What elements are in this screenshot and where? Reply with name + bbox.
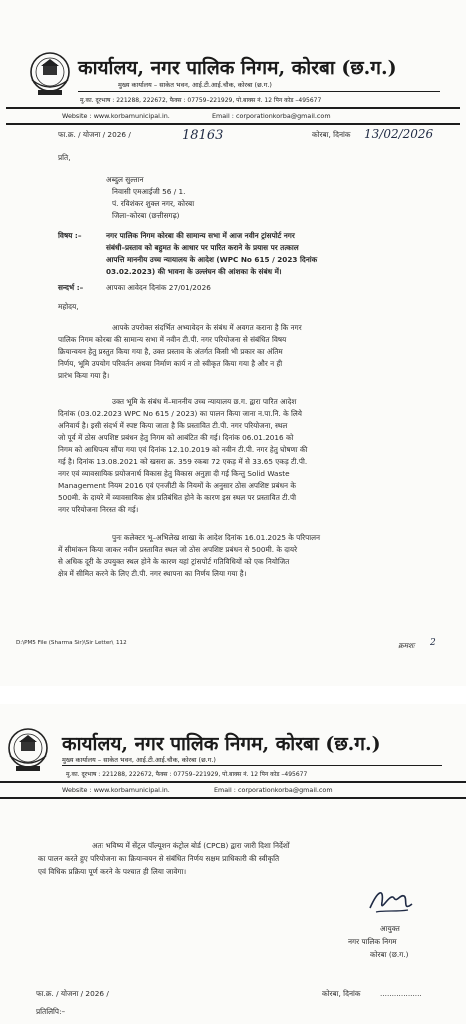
website-label: Website : www.korbamunicipal.in.	[62, 786, 170, 794]
body-line: जो पूर्व में ठोस अपशिष्ट प्रबंधन हेतु निगम को आबंटित की गई। दिनांक 06.01.2016 को	[58, 433, 294, 442]
continued-label: क्रमशः	[398, 641, 415, 650]
recipient-line-3: पं. रविशंकर शुक्ल नगर, कोरबा	[112, 199, 195, 208]
office-title: कार्यालय, नगर पालिक निगम, कोरबा (छ.ग.)	[62, 733, 381, 755]
file-reference-number: 18163	[182, 128, 224, 143]
office-title: कार्यालय, नगर पालिक निगम, कोरबा (छ.ग.)	[78, 57, 397, 79]
recipient-line-2: निवासी एमआईजी 56 / 1.	[112, 187, 186, 196]
body-line: 500मी. के दायरे में व्यावसायिक क्षेत्र प्रतिबंधित होने के कारण इस स्थल पर प्रस्तावित टी.पी	[58, 493, 296, 502]
subject-line: संबंधी–प्रस्ताव को बहुमत के आधार पर पारित कराने के प्रयास पर तत्काल	[106, 243, 299, 252]
subject-line: 03.02.2023) की भावना के उल्लंघन की आंशका के संबंध में।	[106, 267, 282, 276]
email-label: Email : corporationkorba@gmail.com	[212, 112, 331, 120]
file-path: D:\PM5 File (Sharma Sir)\Sir Letter\	[16, 640, 114, 646]
page-gap	[0, 686, 466, 704]
subject-line: आपत्ति माननीय उच्च न्यायालय के आदेश (WPC No 615 / 2023 दिनांक	[106, 255, 318, 264]
signature-icon	[364, 882, 416, 922]
body-line: Management नियम 2016 एवं एनजीटी के नियमों के अनुसार ठोस अपशिष्ट प्रबंधन के	[58, 481, 296, 490]
continued-value: 2	[430, 638, 436, 648]
municipal-emblem-icon	[6, 726, 50, 774]
body-line: का पालन करते हुए परियोजना का क्रियान्वयन से संबंधित निर्णय सक्षम प्राधिकारी की स्वीकृति	[38, 854, 280, 863]
file-number: 112	[116, 640, 127, 646]
subject-label: विषय :–	[58, 231, 82, 240]
body-line: प्रारंभ किया गया है।	[58, 371, 110, 380]
body-line: आपके उपरोक्त संदर्भित अभ्यावेदन के संबंध में अवगत कराना है कि नगर	[112, 323, 302, 332]
header-rule-top	[78, 91, 440, 92]
file-reference: फा.क्र. / योजना / 2026 /	[58, 130, 131, 139]
body-line: निगम को आधिपत्य सौंपा गया एवं दिनांक 12.10.2019 को नवीन टी.पी. नगर हेतु घोषणा की	[58, 445, 308, 454]
body-line: पालिक निगम कोरबा की सामान्य सभा में नवीन टी.पी. नगर परियोजना से संबंधित विषय	[58, 335, 287, 344]
salutation: महोदय,	[58, 302, 79, 311]
office-contact: मु.का. दूरभाष : 221288, 222672, फैक्स : 07759–221929, पो.बाक्स नं. 12 पिन कोड –495677	[80, 97, 322, 104]
to-label: प्रति,	[58, 153, 71, 162]
body-line: पुनः कलेक्टर भू–अभिलेख शाखा के आदेश दिनांक 16.01.2025 के परिपालन	[112, 533, 321, 542]
file-reference: फा.क्र. / योजना / 2026 /	[36, 989, 109, 998]
signatory-office: नगर पालिक निगम	[348, 937, 397, 946]
date-value: 13/02/2026	[364, 127, 434, 141]
header-rule	[6, 107, 460, 109]
letter-page-2	[0, 704, 466, 1024]
body-line: निर्णय, भूमि उपयोग परिवर्तन अथवा निर्माण कार्य न तो स्वीकृत किया गया है और न ही	[58, 359, 283, 368]
office-contact: मु.का. दूरभाष : 221288, 222672, फैक्स : 07759–221929, पो.बाक्स नं. 12 पिन कोड –495677	[66, 771, 308, 778]
date-blank: ..................	[380, 989, 422, 998]
header-rule-bottom	[0, 797, 466, 799]
body-line: दिनांक (03.02.2023 WPC No 615 / 2023) का पालन किया जाना न.पा.नि. के लिये	[58, 409, 302, 418]
email-label: Email : corporationkorba@gmail.com	[214, 786, 333, 794]
body-line: उक्त भूमि के संबंध में–माननीय उच्च न्यायालय छ.ग. द्वारा पारित आदेश	[112, 397, 297, 406]
website-label: Website : www.korbamunicipal.in.	[62, 112, 170, 120]
body-line: क्रियान्वयन हेतु प्रस्तुत किया गया है, उक्त प्रस्ताव के अंतर्गत किसी भी प्रकार का अंतिम	[58, 347, 283, 356]
body-line: गई है। दिनांक 13.08.2021 को खसरा क्र. 359 रकबा 72 एकड़ में से 33.65 एकड़ टी.पी.	[58, 457, 308, 466]
body-line: से अधिक दूरी के उपयुक्त स्थल होने के कारण यहां ट्रांसपोर्ट गतिविधियों को एक नियोजित	[58, 557, 290, 566]
body-line: अनिवार्य है। इसी संदर्भ में स्पष्ट किया जाता है कि प्रस्तावित टी.पी. नगर परियोजना, स्थल	[58, 421, 288, 430]
body-line: अतः भविष्य में सेंट्रल पॉल्यूशन कंट्रोल बोर्ड (CPCB) द्वारा जारी दिशा निर्देशों	[92, 841, 290, 850]
copy-to-label: प्रतिलिपि:–	[36, 1007, 66, 1016]
body-line: नगर एवं व्यावसायिक प्रयोजनार्थ विकास हेतु विकास अनुज्ञा दी गई किन्तु Solid Waste	[58, 469, 290, 478]
body-line: नगर परियोजना निरस्त की गई।	[58, 505, 139, 514]
header-rule-bottom	[6, 123, 460, 125]
office-address: मुख्य कार्यालय – साकेत भवन, आई.टी.आई.चौक, कोरबा (छ.ग.)	[62, 756, 216, 764]
reference-text: आपका आवेदन दिनांक 27/01/2026	[106, 283, 211, 292]
header-rule-top	[62, 765, 442, 766]
body-line: एवं विधिक प्रक्रिया पूर्ण करने के पश्चात ही लिया जावेगा।	[38, 867, 187, 876]
date-label: कोरबा, दिनांक	[312, 130, 351, 139]
subject-line: नगर पालिक निगम कोरबा की सामान्य सभा में आज नवीन ट्रांसपोर्ट नगर	[106, 231, 295, 240]
signatory-place: कोरबा (छ.ग.)	[370, 950, 409, 959]
body-line: क्षेत्र में सीमित करने के लिए टी.पी. नगर स्थापना का निर्णय लिया गया है।	[58, 569, 247, 578]
signatory-title: आयुक्त	[380, 924, 400, 933]
recipient-name: अब्दुल सुल्तान	[106, 175, 144, 184]
reference-label: सन्दर्भ :–	[58, 283, 84, 292]
date-label: कोरबा, दिनांक	[322, 989, 361, 998]
municipal-emblem-icon	[28, 50, 72, 98]
header-rule	[0, 781, 466, 783]
body-line: में सीमांकन किया जाकर नवीन प्रस्तावित स्थल जो ठोस अपशिष्ट प्रबंधन से 500मी. के दायरे	[58, 545, 298, 554]
recipient-line-4: जिला–कोरबा (छत्तीसगढ़)	[112, 211, 180, 220]
office-address: मुख्य कार्यालय – साकेत भवन, आई.टी.आई.चौक, कोरबा (छ.ग.)	[118, 81, 272, 89]
